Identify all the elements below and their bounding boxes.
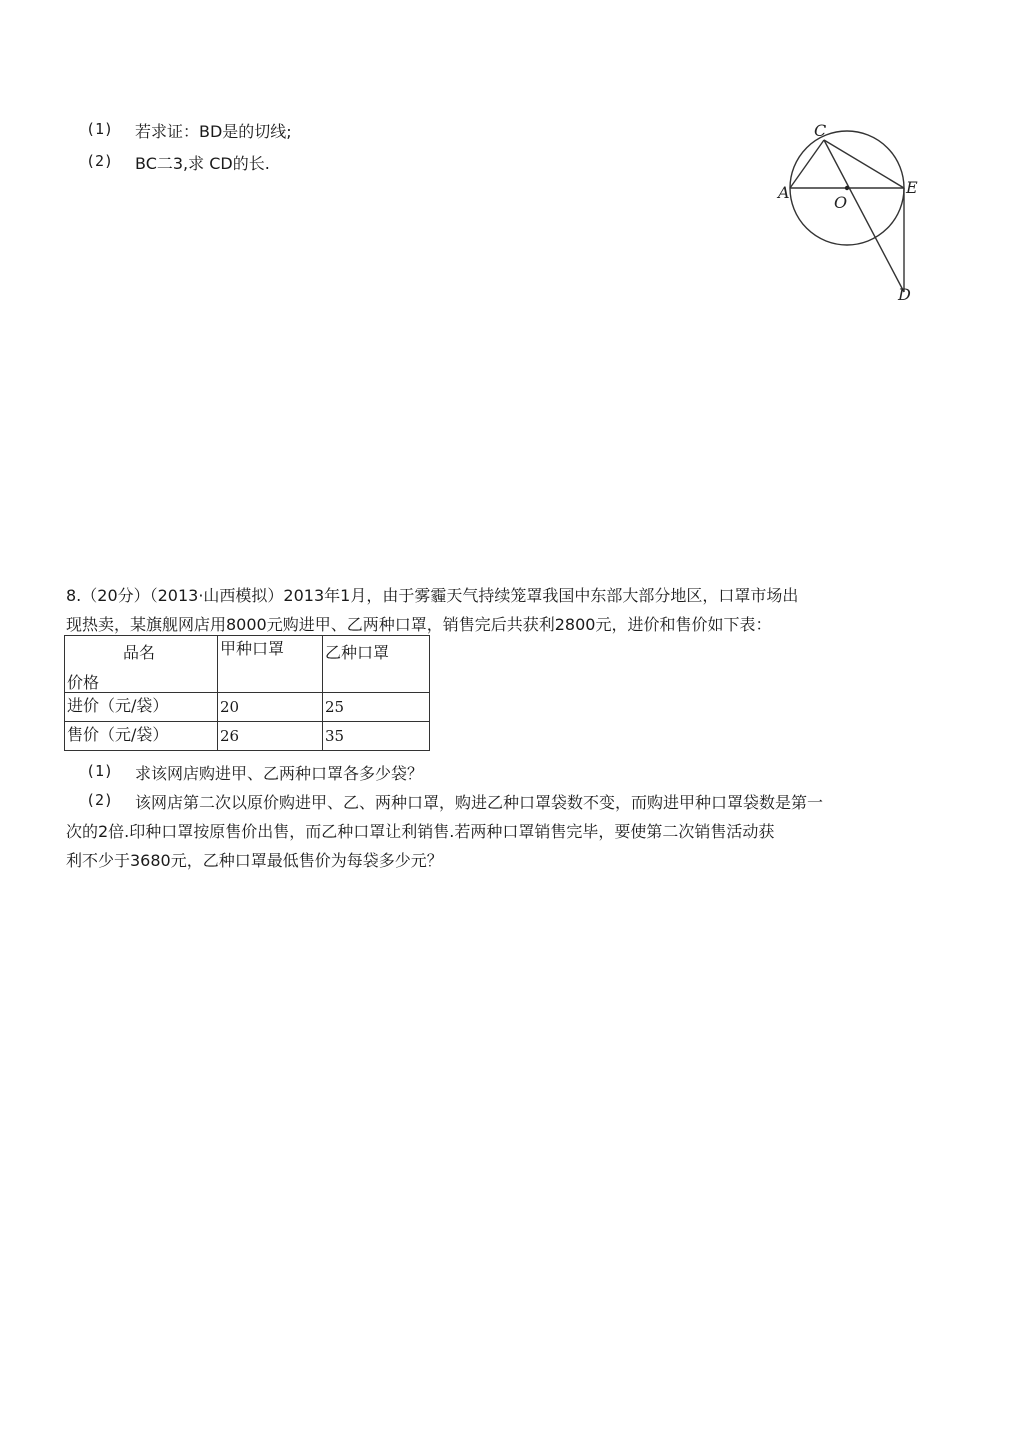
question-2-number: (2)	[86, 152, 114, 170]
row-label-purchase-price: 进价（元/袋）	[65, 693, 218, 722]
circle-tangent-figure	[772, 120, 922, 310]
label-c: C	[814, 121, 827, 140]
problem-8-q2-line-3: 利不少于3680元，乙种口罩最低售价为每袋多少元？	[66, 851, 443, 870]
header-mask-a: 甲种口罩	[218, 636, 323, 693]
label-o: O	[834, 193, 848, 212]
price-table	[64, 635, 430, 751]
problem-8-q2-line-1: 该网店第二次以原价购进甲、乙、两种口罩，购进乙种口罩袋数不变，而购进甲种口罩袋数是第一	[135, 793, 824, 812]
header-product-name: 品名	[123, 643, 156, 662]
table-row	[65, 693, 430, 722]
problem-8-q2-line-2: 次的2倍.印种口罩按原售价出售，而乙种口罩让利销售.若两种口罩销售完毕，要使第二次销售活动获	[66, 822, 775, 841]
cell-purchase-price-b: 25	[323, 693, 430, 722]
table-row	[65, 722, 430, 751]
row-label-sale-price: 售价（元/袋）	[65, 722, 218, 751]
label-b: E	[906, 178, 918, 197]
center-point-o	[845, 186, 849, 190]
problem-8-q2-number: (2)	[86, 791, 114, 809]
question-2-text: BC二3,求 CD的长.	[135, 154, 270, 173]
header-mask-b: 乙种口罩	[323, 636, 430, 693]
segment-cd	[824, 140, 904, 292]
header-price: 价格	[67, 673, 100, 692]
problem-8-q1-number: (1)	[86, 762, 114, 780]
problem-8-q1-text: 求该网店购进甲、乙两种口罩各多少袋？	[135, 764, 424, 783]
label-d: D	[898, 285, 911, 304]
question-1-text: 若求证：BD是的切线;	[135, 122, 292, 141]
table-header-row	[65, 636, 430, 693]
table-corner-cell	[65, 636, 218, 693]
cell-sale-price-a: 26	[218, 722, 323, 751]
problem-8-line-2: 现热卖，某旗舰网店用8000元购进甲、乙两种口罩，销售完后共获利2800元，进价和售价如下表：	[66, 615, 772, 634]
cell-sale-price-b: 35	[323, 722, 430, 751]
question-1-number: (1)	[86, 120, 114, 138]
label-a: A	[778, 183, 790, 202]
cell-purchase-price-a: 20	[218, 693, 323, 722]
problem-8-line-1: 8.（20分）（2013·山西模拟）2013年1月，由于雾霾天气持续笼罩我国中东部大部分地区，口罩市场出	[66, 586, 799, 605]
